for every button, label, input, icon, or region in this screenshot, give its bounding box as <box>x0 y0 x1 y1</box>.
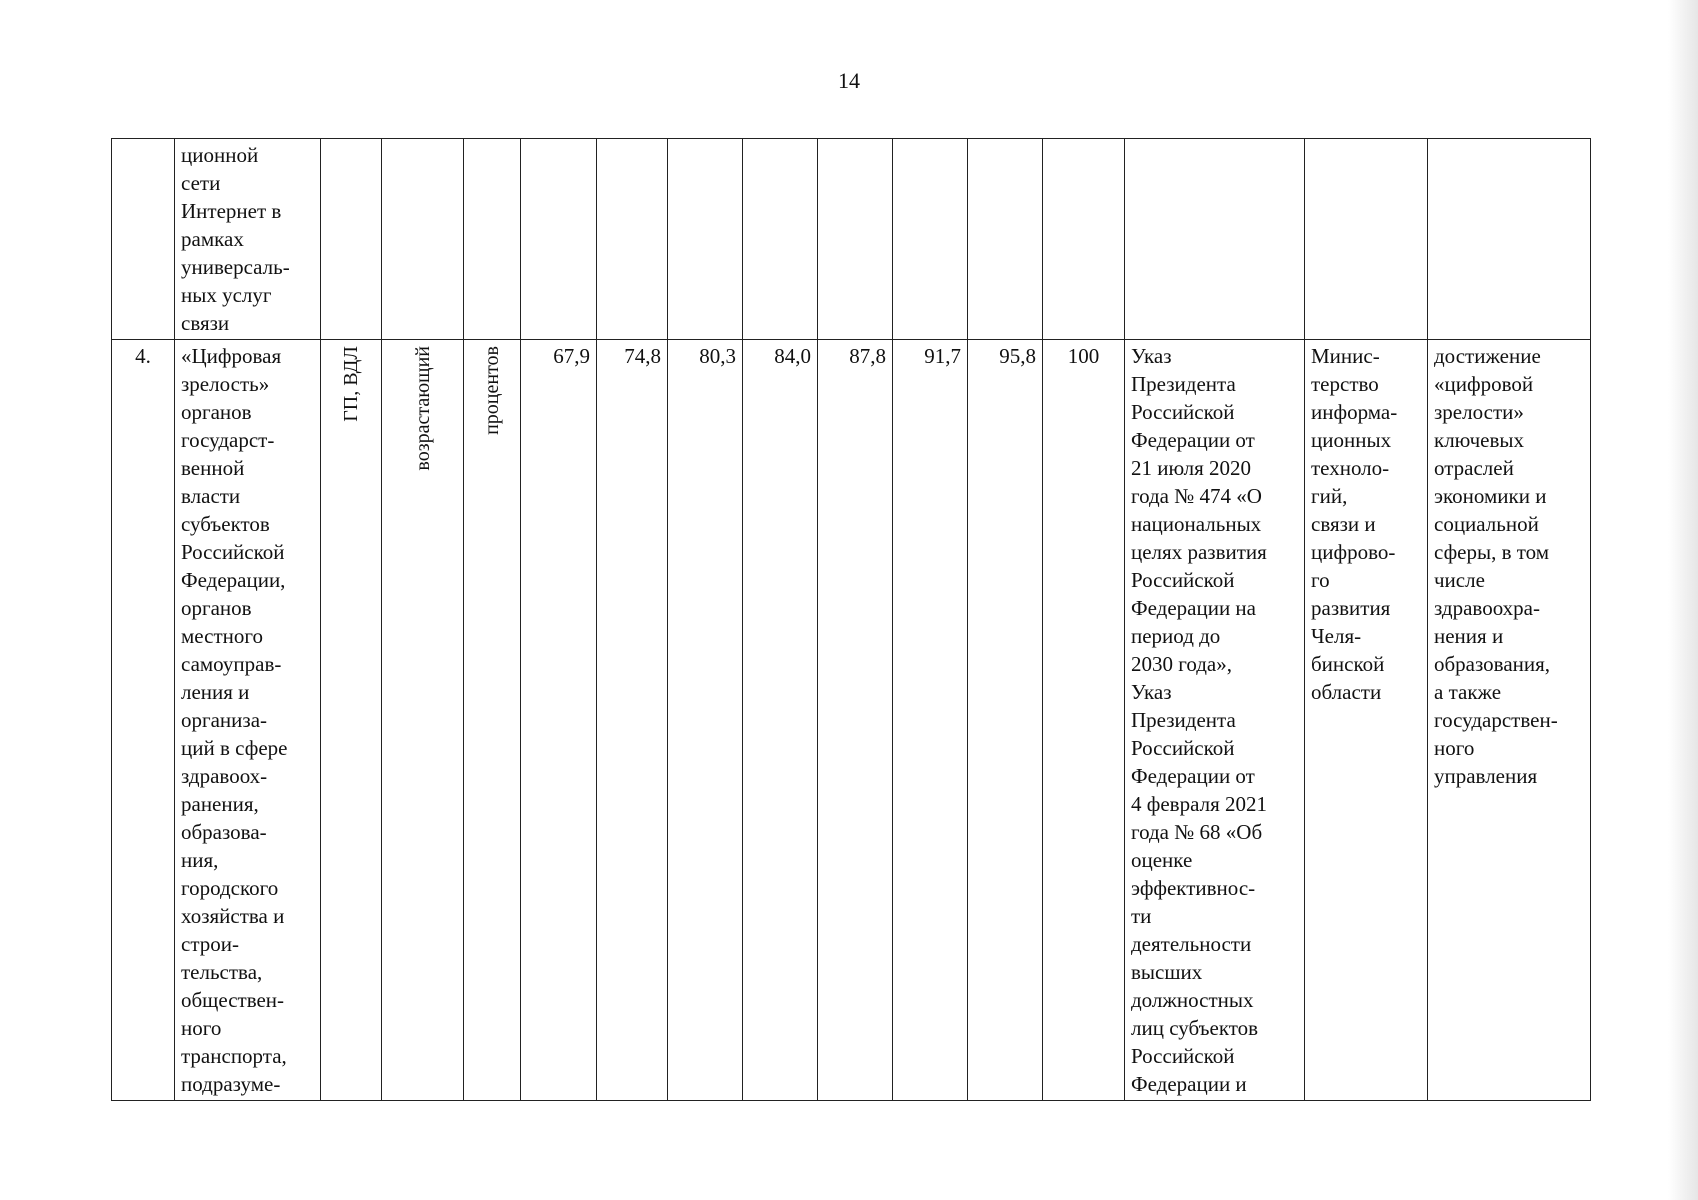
scan-edge-shadow <box>1668 0 1698 1200</box>
indicator-trend: возрастающий <box>411 346 434 471</box>
indicators-table <box>111 138 1591 1101</box>
cell-value-7 <box>968 139 1043 340</box>
value-8: 100 <box>1067 344 1100 368</box>
cell-value-2 <box>597 139 668 340</box>
value-2: 74,8 <box>624 344 661 368</box>
value-4: 84,0 <box>774 344 811 368</box>
responsible-body: Минис- терство информа- ционных техноло- гий, связи и цифрово- го развития Челя- бинской области <box>1311 344 1398 704</box>
value-5: 87,8 <box>849 344 886 368</box>
page-number: 14 <box>838 68 860 93</box>
cell-value-4 <box>743 340 818 1101</box>
cell-unit <box>464 340 521 1101</box>
cell-basis <box>1125 340 1305 1101</box>
cell-value-4 <box>743 139 818 340</box>
table-row-continued <box>112 139 1591 340</box>
cell-responsible <box>1305 340 1428 1101</box>
cell-trend <box>382 340 464 1101</box>
cell-unit <box>464 139 521 340</box>
cell-num <box>112 340 175 1101</box>
cell-value-5 <box>818 340 893 1101</box>
cell-value-3 <box>668 139 743 340</box>
cell-value-8 <box>1043 340 1125 1101</box>
cell-responsible <box>1305 139 1428 340</box>
cell-value-7 <box>968 340 1043 1101</box>
unit-of-measure: процентов <box>481 346 503 435</box>
cell-value-8 <box>1043 139 1125 340</box>
cell-trend <box>382 139 464 340</box>
indicator-name-continued: ционной сети Интернет в рамках универсаль- ных услуг связи <box>181 143 290 335</box>
cell-value-6 <box>893 139 968 340</box>
cell-value-1 <box>521 139 597 340</box>
cell-basis <box>1125 139 1305 340</box>
row-number: 4. <box>135 344 151 368</box>
cell-num <box>112 139 175 340</box>
cell-indicator-name <box>175 340 321 1101</box>
cell-value-1 <box>521 340 597 1101</box>
legal-basis: Указ Президента Российской Федерации от 21 июля 2020 года № 474 «О национальных целях развития Российской Федерации на период до 2030 года», Указ Президента Российской Федерации от 4 февраля 2021 года № 68 «Об оценке эффективнос- ти деятельности высших должностных лиц субъектов Российской Федерации и <box>1131 344 1267 1096</box>
indicator-name: «Цифровая зрелость» органов государст- венной власти субъектов Российской Федерации, органов местного самоуправ- ления и организа- ций в сфере здравоох- ранения, образова- ния, городского хозяйства и строи- тельства, обществен- ного транспорта, подразуме- <box>181 344 288 1096</box>
indicator-type: ГП, ВДЛ <box>340 346 362 422</box>
cell-indicator-name <box>175 139 321 340</box>
table-row-4 <box>112 340 1591 1101</box>
cell-type <box>321 340 382 1101</box>
value-1: 67,9 <box>553 344 590 368</box>
value-6: 91,7 <box>924 344 961 368</box>
value-3: 80,3 <box>699 344 736 368</box>
cell-type <box>321 139 382 340</box>
cell-value-2 <box>597 340 668 1101</box>
cell-goal <box>1428 139 1591 340</box>
cell-value-3 <box>668 340 743 1101</box>
goal-text: достижение «цифровой зрелости» ключевых отраслей экономики и социальной сферы, в том числе здравоохра- нения и образования, а также государствен- ного управления <box>1434 344 1558 788</box>
value-7: 95,8 <box>999 344 1036 368</box>
cell-value-6 <box>893 340 968 1101</box>
cell-value-5 <box>818 139 893 340</box>
cell-goal <box>1428 340 1591 1101</box>
